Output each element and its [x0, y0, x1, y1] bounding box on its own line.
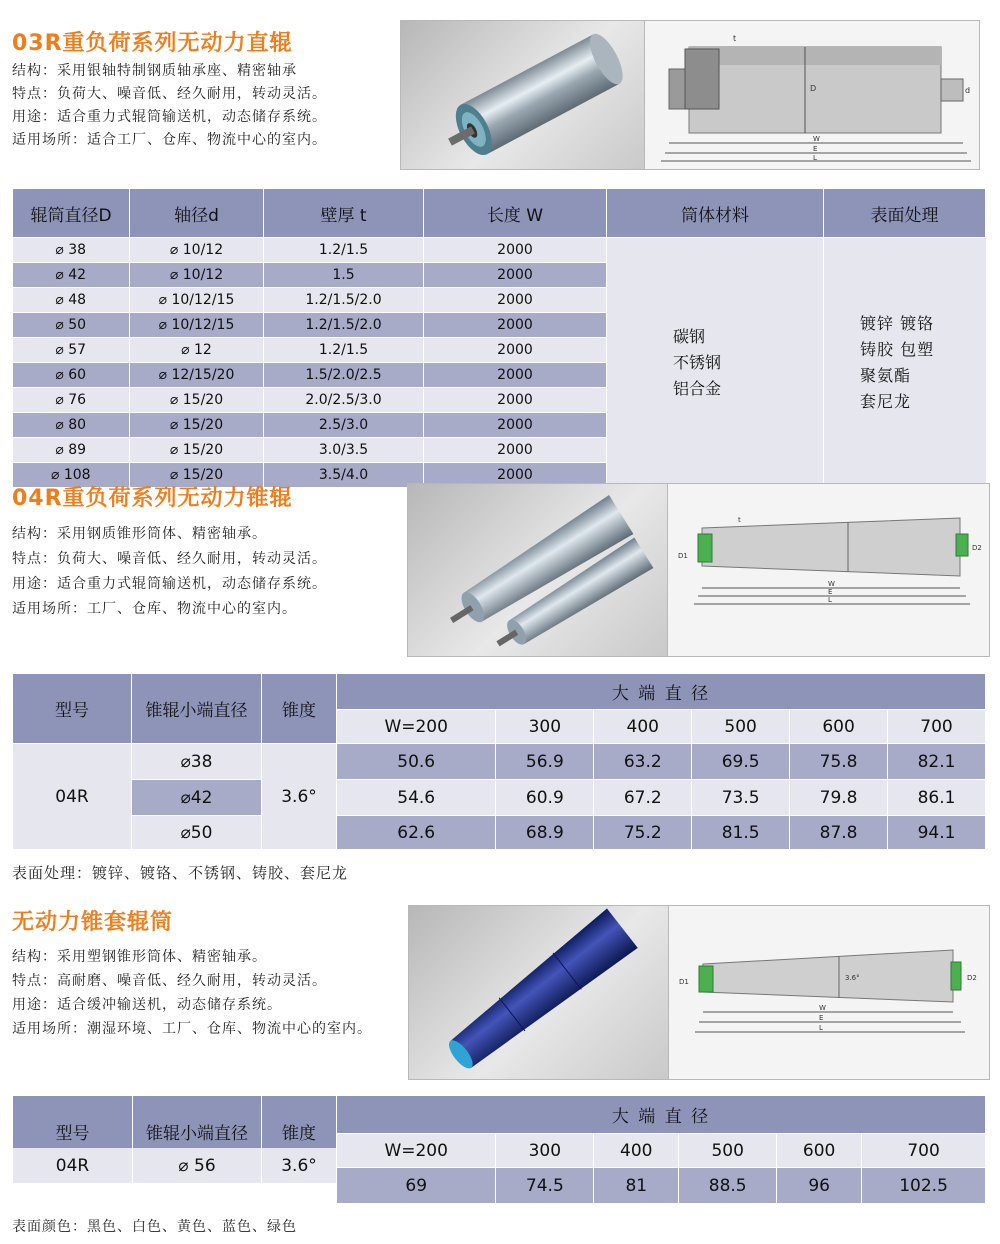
- section2-title: 04R重负荷系列无动力锥辊: [12, 486, 293, 511]
- cell: 2000: [424, 463, 607, 488]
- label-D2: D2: [972, 544, 982, 552]
- cell: 81: [594, 1168, 679, 1204]
- desc-usage: 用途：适合重力式辊筒输送机，动态储存系统。: [12, 576, 327, 592]
- width-300: 300: [496, 1134, 594, 1168]
- desc-structure: 结构：采用银轴特制钢质轴承座、精密轴承: [12, 63, 297, 79]
- cell: 86.1: [888, 780, 986, 816]
- cell: ⌀ 57: [13, 338, 130, 363]
- cell: ⌀ 108: [13, 463, 130, 488]
- material-item: 碳钢: [673, 326, 706, 346]
- width-200: W=200: [337, 710, 496, 744]
- cell: 2000: [424, 363, 607, 388]
- desc-features: 特点：负荷大、噪音低、经久耐用，转动灵活。: [12, 551, 327, 567]
- cell: 1.2/1.5: [264, 238, 424, 263]
- col-large-diameter: 大 端 直 径: [337, 1096, 986, 1134]
- cell: ⌀ 50: [13, 313, 130, 338]
- cell: ⌀ 76: [13, 388, 130, 413]
- label-D1: D1: [679, 978, 689, 986]
- cell: ⌀ 15/20: [130, 413, 264, 438]
- cell: 1.2/1.5: [264, 338, 424, 363]
- width-700: 700: [888, 710, 986, 744]
- cell: 79.8: [790, 780, 888, 816]
- surface-cell: [824, 238, 986, 488]
- width-400: 400: [594, 1134, 679, 1168]
- label-E: E: [828, 588, 833, 596]
- col-small-diameter: 锥辊小端直径: [133, 1096, 262, 1168]
- small-diameter-cell: ⌀50: [132, 816, 262, 850]
- col-model: 型号: [13, 1096, 133, 1168]
- table-row: [13, 816, 986, 850]
- label-D: D: [810, 84, 817, 93]
- cell: ⌀ 10/12: [130, 263, 264, 288]
- desc-location: 适用场所：潮湿环境、工厂、仓库、物流中心的室内。: [12, 1021, 372, 1037]
- small-diameter-cell: ⌀42: [132, 780, 262, 816]
- col-roller-diameter: 辊筒直径D: [13, 189, 130, 238]
- cell: 2000: [424, 263, 607, 288]
- desc-features: 特点：负荷大、噪音低、经久耐用，转动灵活。: [12, 86, 327, 102]
- straight-roller-spec-table: [12, 188, 986, 488]
- cell: 75.8: [790, 744, 888, 780]
- cell: ⌀ 60: [13, 363, 130, 388]
- cell: 96: [777, 1168, 862, 1204]
- material-item: 铝合金: [673, 378, 722, 398]
- cell: 68.9: [496, 816, 594, 850]
- cell: 87.8: [790, 816, 888, 850]
- section3-color-note: 表面颜色：黑色、白色、黄色、蓝色、绿色: [12, 1219, 297, 1235]
- cell: 3.0/3.5: [264, 438, 424, 463]
- width-500: 500: [679, 1134, 777, 1168]
- width-600: 600: [777, 1134, 862, 1168]
- label-t: t: [738, 516, 741, 524]
- label-W: W: [828, 580, 835, 588]
- label-D2: D2: [967, 974, 977, 982]
- label-L: L: [819, 1024, 823, 1032]
- label-E: E: [813, 145, 818, 153]
- cell: 2000: [424, 438, 607, 463]
- cell: 69.5: [692, 744, 790, 780]
- table-row: [13, 744, 986, 780]
- cell: ⌀ 12: [130, 338, 264, 363]
- cell: ⌀ 10/12: [130, 238, 264, 263]
- label-D1: D1: [678, 552, 688, 560]
- table-row: [13, 238, 986, 263]
- material-cell: [607, 238, 824, 488]
- tapered-roller-drawing: [667, 483, 990, 657]
- desc-location: 适用场所：适合工厂、仓库、物流中心的室内。: [12, 132, 327, 148]
- col-taper: 锥度: [262, 1096, 337, 1168]
- cell: ⌀ 12/15/20: [130, 363, 264, 388]
- label-W: W: [813, 135, 820, 143]
- cell: ⌀ 15/20: [130, 388, 264, 413]
- cell: ⌀ 15/20: [130, 463, 264, 488]
- cell: 2.5/3.0: [264, 413, 424, 438]
- surface-item: 套尼龙: [860, 391, 912, 411]
- cell: ⌀ 42: [13, 263, 130, 288]
- taper-cell: 3.6°: [262, 744, 337, 850]
- desc-usage: 用途：适合重力式辊筒输送机，动态储存系统。: [12, 109, 327, 125]
- cell: 63.2: [594, 744, 692, 780]
- cell: 2000: [424, 338, 607, 363]
- cell: 62.6: [337, 816, 496, 850]
- col-wall-thickness: 壁厚 t: [264, 189, 424, 238]
- cell: ⌀ 48: [13, 288, 130, 313]
- cell: 67.2: [594, 780, 692, 816]
- width-700: 700: [862, 1134, 986, 1168]
- cell: 60.9: [496, 780, 594, 816]
- cell: 69: [337, 1168, 496, 1204]
- desc-location: 适用场所：工厂、仓库、物流中心的室内。: [12, 601, 297, 617]
- col-length: 长度 W: [424, 189, 607, 238]
- cell: 94.1: [888, 816, 986, 850]
- cell: 2.0/2.5/3.0: [264, 388, 424, 413]
- width-200: W=200: [337, 1134, 496, 1168]
- label-L: L: [828, 596, 832, 604]
- cell: 54.6: [337, 780, 496, 816]
- model-cell: 04R: [13, 744, 132, 850]
- cell: 3.5/4.0: [264, 463, 424, 488]
- cell: 82.1: [888, 744, 986, 780]
- width-600: 600: [790, 710, 888, 744]
- cell: 50.6: [337, 744, 496, 780]
- col-surface: 表面处理: [824, 189, 986, 238]
- desc-structure: 结构：采用塑钢锥形筒体、精密轴承。: [12, 949, 267, 965]
- cell: 1.5: [264, 263, 424, 288]
- tapered-roller-spec-table: [12, 673, 986, 850]
- surface-item: 聚氨酯: [860, 365, 912, 385]
- model-cell: 04R: [13, 1148, 133, 1184]
- sleeve-roller-photo: [408, 905, 670, 1080]
- taper-cell: 3.6°: [262, 1148, 337, 1184]
- label-E: E: [819, 1014, 824, 1022]
- cell: 2000: [424, 413, 607, 438]
- cell: 74.5: [496, 1168, 594, 1204]
- small-diameter-cell: ⌀ 56: [133, 1148, 262, 1184]
- cell: 1.2/1.5/2.0: [264, 313, 424, 338]
- cell: 81.5: [692, 816, 790, 850]
- col-small-diameter: 锥辊小端直径: [132, 674, 262, 744]
- cell: 2000: [424, 288, 607, 313]
- cell: 2000: [424, 313, 607, 338]
- cell: 2000: [424, 388, 607, 413]
- straight-roller-photo: [400, 20, 646, 170]
- table-row: [13, 1168, 986, 1204]
- surface-item: 镀锌 镀铬: [860, 313, 935, 333]
- section1-description: [12, 60, 392, 152]
- table-row: [13, 780, 986, 816]
- label-W: W: [819, 1004, 826, 1012]
- straight-roller-drawing: [644, 20, 980, 170]
- cell: 1.5/2.0/2.5: [264, 363, 424, 388]
- cell: 75.2: [594, 816, 692, 850]
- desc-usage: 用途：适合缓冲输送机，动态储存系统。: [12, 997, 282, 1013]
- col-taper: 锥度: [262, 674, 337, 744]
- cell: 73.5: [692, 780, 790, 816]
- label-angle: 3.6°: [845, 974, 860, 982]
- cell: ⌀ 15/20: [130, 438, 264, 463]
- sleeve-roller-drawing: [668, 905, 990, 1080]
- cell: 88.5: [679, 1168, 777, 1204]
- cell: 1.2/1.5/2.0: [264, 288, 424, 313]
- col-large-diameter: 大 端 直 径: [337, 674, 986, 710]
- width-300: 300: [496, 710, 594, 744]
- surface-item: 铸胶 包塑: [860, 339, 935, 359]
- tapered-roller-photo: [407, 483, 669, 657]
- desc-structure: 结构：采用钢质锥形筒体、精密轴承。: [12, 526, 267, 542]
- width-500: 500: [692, 710, 790, 744]
- material-item: 不锈钢: [673, 352, 722, 372]
- cell: ⌀ 38: [13, 238, 130, 263]
- sleeve-roller-spec-table: [12, 1095, 986, 1204]
- small-diameter-cell: ⌀38: [132, 744, 262, 780]
- cell: 56.9: [496, 744, 594, 780]
- cell: ⌀ 89: [13, 438, 130, 463]
- cell: ⌀ 80: [13, 413, 130, 438]
- cell: ⌀ 10/12/15: [130, 288, 264, 313]
- col-material: 筒体材料: [607, 189, 824, 238]
- col-shaft-diameter: 轴径d: [130, 189, 264, 238]
- section3-description: [12, 945, 407, 1041]
- col-model: 型号: [13, 674, 132, 744]
- width-400: 400: [594, 710, 692, 744]
- label-d: d: [965, 86, 971, 95]
- section2-surface-note: 表面处理：镀锌、镀铬、不锈钢、铸胶、套尼龙: [12, 864, 349, 882]
- desc-features: 特点：高耐磨、噪音低、经久耐用，转动灵活。: [12, 973, 327, 989]
- label-L: L: [813, 154, 817, 162]
- section2-description: [12, 522, 402, 622]
- cell: 102.5: [862, 1168, 986, 1204]
- cell: ⌀ 10/12/15: [130, 313, 264, 338]
- cell: 2000: [424, 238, 607, 263]
- section3-title: 无动力锥套辊筒: [12, 910, 174, 935]
- label-t: t: [733, 34, 737, 43]
- section1-title: 03R重负荷系列无动力直辊: [12, 31, 293, 56]
